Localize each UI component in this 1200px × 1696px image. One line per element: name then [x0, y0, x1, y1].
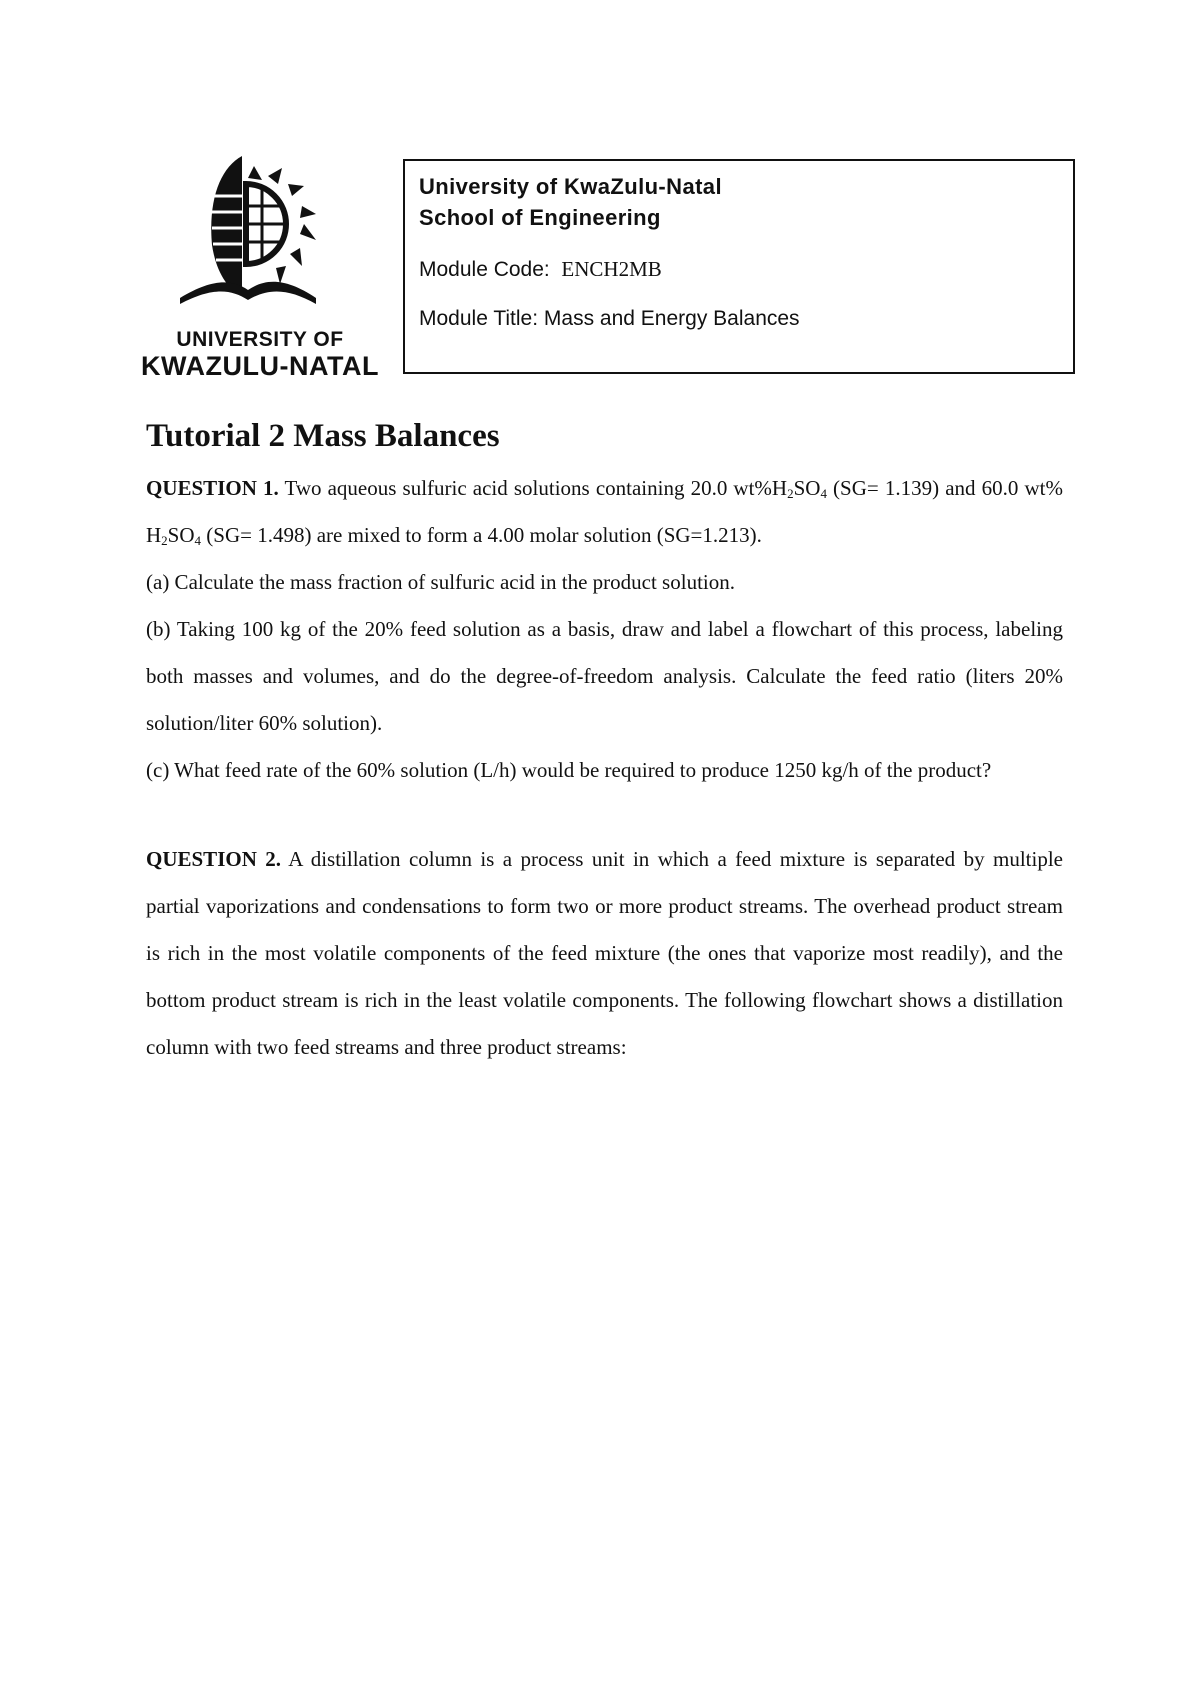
- q2-text: A distillation column is a process unit in which a feed mixture is separated by multiple partial vaporizations and condensations to form two or more product streams. The overhead product stream is rich in the most volatile components of the feed mixture (the ones that vaporize most readily), and the bottom product stream is rich in the least volatile components. The following flowchart shows a distillation column with two feed streams and three product streams:: [146, 847, 1063, 1059]
- question-2-label: QUESTION 2.: [146, 847, 282, 871]
- subscript: 4: [194, 533, 202, 548]
- question-1-part-b: (b) Taking 100 kg of the 20% feed solution as a basis, draw and label a flowchart of this process, labeling both masses and volumes, and do the degree-of-freedom analysis. Calculate the feed ratio (liters 20% solution/liter 60% solution).: [146, 617, 1063, 735]
- q1-text-1: Two aqueous sulfuric acid solutions containing 20.0 wt%H: [278, 476, 788, 500]
- question-1-part-a: (a) Calculate the mass fraction of sulfuric acid in the product solution.: [146, 570, 735, 594]
- institution-name: University of KwaZulu-Natal: [419, 174, 722, 199]
- school-name: School of Engineering: [419, 205, 661, 230]
- question-1-label: QUESTION 1.: [146, 476, 279, 500]
- module-title-value: Mass and Energy Balances: [543, 307, 800, 330]
- question-1-part-c: (c) What feed rate of the 60% solution (L/h) would be required to produce 1250 kg/h of the product?: [146, 758, 992, 782]
- q1-text-2: SO: [793, 476, 821, 500]
- q1-text-3: (SG= 1.139) and 60.0 wt% H: [146, 476, 1063, 547]
- q1-text-5: (SG= 1.498) are mixed to form a 4.00 molar solution (SG=1.213).: [201, 523, 762, 547]
- subscript: 2: [161, 533, 168, 548]
- module-code: [419, 257, 1059, 282]
- tutorial-title: Tutorial 2 Mass Balances: [146, 418, 500, 454]
- spacer: [146, 794, 1063, 836]
- subscript: 2: [787, 486, 794, 501]
- question-1-stem: [146, 465, 1063, 559]
- logo-line-2: KWAZULU-NATAL: [141, 351, 379, 381]
- question-2-stem: [146, 836, 1063, 1071]
- subscript: 4: [820, 486, 827, 501]
- module-code-value: ENCH2MB: [561, 257, 662, 281]
- logo-line-1: UNIVERSITY OF: [176, 328, 344, 351]
- module-code-label: Module Code:: [419, 258, 550, 281]
- module-title-label: Module Title:: [419, 307, 539, 330]
- university-logo: [140, 150, 380, 380]
- tutorial-content: [146, 465, 1063, 1071]
- module-title: [419, 307, 1059, 331]
- q1-text-4: SO: [167, 523, 195, 547]
- module-info-box: [403, 159, 1075, 374]
- shield-emblem-icon: [170, 150, 340, 322]
